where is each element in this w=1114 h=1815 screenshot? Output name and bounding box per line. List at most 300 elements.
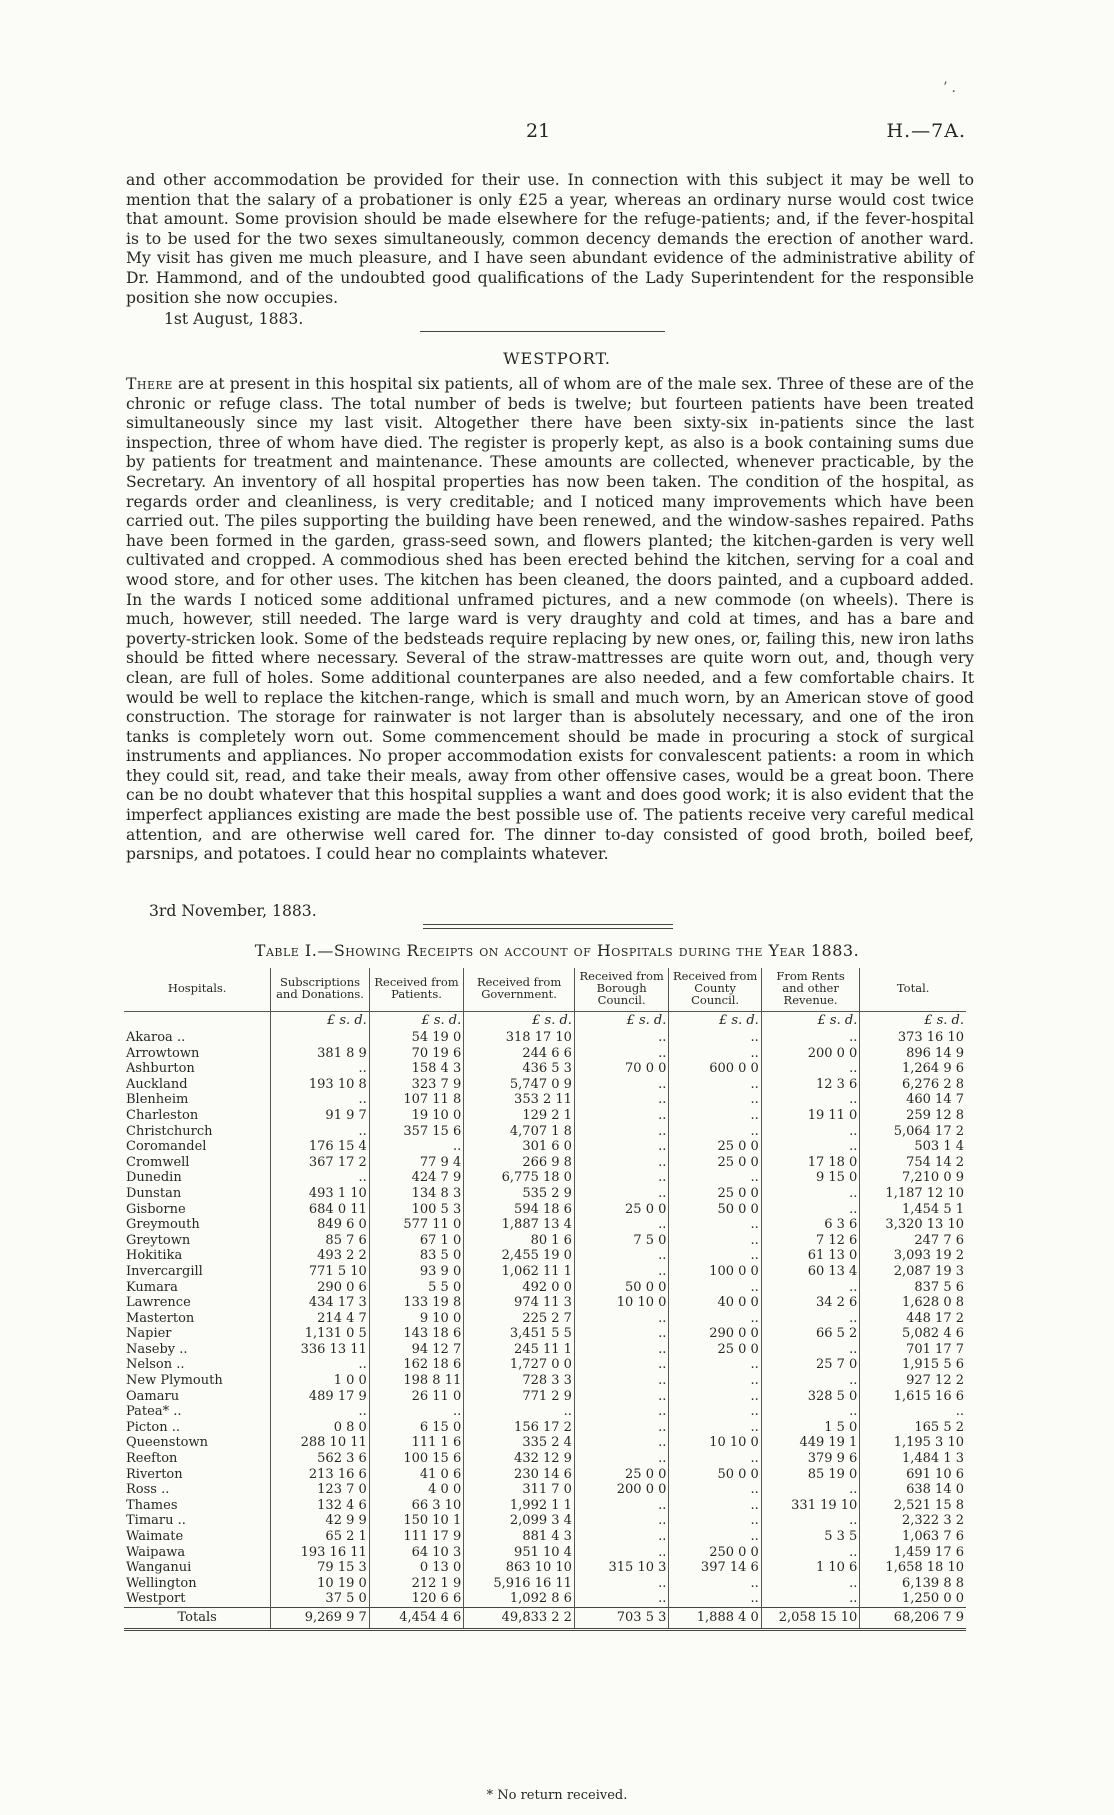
- amount-cell: 19 11 0: [761, 1108, 860, 1124]
- amount-cell: 198 8 11: [369, 1373, 463, 1389]
- col-borough: Received from Borough Council.: [574, 968, 668, 1012]
- amount-cell: 132 4 6: [271, 1498, 370, 1514]
- amount-cell: 1,454 5 1: [860, 1202, 966, 1218]
- amount-cell: 1,628 0 8: [860, 1295, 966, 1311]
- amount-cell: ..: [271, 1124, 370, 1140]
- intro-date: 1st August, 1883.: [164, 310, 304, 328]
- amount-cell: ..: [574, 1030, 668, 1046]
- hospital-name-cell: Auckland: [126, 1076, 188, 1092]
- units-cell: £ s. d.: [271, 1012, 370, 1031]
- amount-cell: 230 14 6: [464, 1467, 575, 1483]
- amount-cell: 331 19 10: [761, 1498, 860, 1514]
- amount-cell: 3,093 19 2: [860, 1248, 966, 1264]
- amount-cell: ..: [369, 1404, 463, 1420]
- amount-cell: ..: [761, 1373, 860, 1389]
- table-row: [124, 1482, 966, 1498]
- hospital-name-cell: Dunedin: [126, 1170, 182, 1186]
- amount-cell: 837 5 6: [860, 1280, 966, 1296]
- amount-cell: 535 2 9: [464, 1186, 575, 1202]
- table-row: [124, 1217, 966, 1233]
- amount-cell: 577 11 0: [369, 1217, 463, 1233]
- amount-cell: [271, 1030, 370, 1046]
- amount-cell: 7 5 0: [574, 1233, 668, 1249]
- hospital-name-cell: Lawrence: [126, 1295, 191, 1311]
- amount-cell: ..: [271, 1170, 370, 1186]
- amount-cell: 41 0 6: [369, 1467, 463, 1483]
- amount-cell: 225 2 7: [464, 1311, 575, 1327]
- amount-cell: 0 13 0: [369, 1560, 463, 1576]
- amount-cell: 638 14 0: [860, 1482, 966, 1498]
- amount-cell: 25 0 0: [669, 1139, 761, 1155]
- amount-cell: ..: [669, 1404, 761, 1420]
- units-row: [124, 1012, 966, 1031]
- table-row: [124, 1545, 966, 1561]
- amount-cell: 896 14 9: [860, 1046, 966, 1062]
- amount-cell: 311 7 0: [464, 1482, 575, 1498]
- hospital-name-cell: Thames: [126, 1497, 178, 1513]
- amount-cell: 335 2 4: [464, 1435, 575, 1451]
- amount-cell: 1,195 3 10: [860, 1435, 966, 1451]
- amount-cell: 1 10 6: [761, 1560, 860, 1576]
- amount-cell: ..: [464, 1404, 575, 1420]
- amount-cell: 432 12 9: [464, 1451, 575, 1467]
- amount-cell: 85 19 0: [761, 1467, 860, 1483]
- amount-cell: ..: [669, 1077, 761, 1093]
- table-row: [124, 1295, 966, 1311]
- amount-cell: 156 17 2: [464, 1420, 575, 1436]
- amount-cell: ..: [669, 1529, 761, 1545]
- amount-cell: 1,887 13 4: [464, 1217, 575, 1233]
- amount-cell: ..: [669, 1233, 761, 1249]
- amount-cell: ..: [574, 1404, 668, 1420]
- amount-cell: 64 10 3: [369, 1545, 463, 1561]
- table-row: [124, 1467, 966, 1483]
- hospital-name-cell: Picton ..: [126, 1419, 181, 1435]
- amount-cell: 288 10 11: [271, 1435, 370, 1451]
- amount-cell: 1,187 12 10: [860, 1186, 966, 1202]
- table-row: [124, 1342, 966, 1358]
- amount-cell: 50 0 0: [574, 1280, 668, 1296]
- amount-cell: 1,459 17 6: [860, 1545, 966, 1561]
- amount-cell: 974 11 3: [464, 1295, 575, 1311]
- page-number: 21: [526, 120, 551, 142]
- amount-cell: ..: [574, 1092, 668, 1108]
- amount-cell: ..: [669, 1170, 761, 1186]
- amount-cell: 193 16 11: [271, 1545, 370, 1561]
- amount-cell: 434 17 3: [271, 1295, 370, 1311]
- amount-cell: 60 13 4: [761, 1264, 860, 1280]
- amount-cell: 373 16 10: [860, 1030, 966, 1046]
- table-row: [124, 1373, 966, 1389]
- amount-cell: 26 11 0: [369, 1389, 463, 1405]
- amount-cell: ..: [761, 1061, 860, 1077]
- hospital-name-cell: Riverton: [126, 1466, 183, 1482]
- amount-cell: 123 7 0: [271, 1482, 370, 1498]
- amount-cell: 0 8 0: [271, 1420, 370, 1436]
- hospital-name-cell: Arrowtown: [126, 1045, 200, 1061]
- amount-cell: 250 0 0: [669, 1545, 761, 1561]
- amount-cell: 91 9 7: [271, 1108, 370, 1124]
- amount-cell: 25 0 0: [669, 1155, 761, 1171]
- corner-mark: ʼ .: [942, 80, 956, 96]
- amount-cell: 42 9 9: [271, 1513, 370, 1529]
- units-cell: £ s. d.: [464, 1012, 575, 1031]
- amount-cell: ..: [574, 1186, 668, 1202]
- table-row: [124, 1170, 966, 1186]
- table-row: [124, 1389, 966, 1405]
- table-row: [124, 1108, 966, 1124]
- units-cell: £ s. d.: [860, 1012, 966, 1031]
- hospital-name-cell: Naseby ..: [126, 1341, 188, 1357]
- amount-cell: ..: [761, 1202, 860, 1218]
- table-footnote: * No return received.: [486, 1788, 628, 1803]
- amount-cell: 301 6 0: [464, 1139, 575, 1155]
- amount-cell: 594 18 6: [464, 1202, 575, 1218]
- amount-cell: 247 7 6: [860, 1233, 966, 1249]
- amount-cell: 5,064 17 2: [860, 1124, 966, 1140]
- hospital-name-cell: Blenheim: [126, 1092, 189, 1108]
- amount-cell: 6,139 8 8: [860, 1576, 966, 1592]
- amount-cell: 40 0 0: [669, 1295, 761, 1311]
- hospital-name-cell: Charleston: [126, 1107, 199, 1123]
- hospital-name-cell: Waipawa: [126, 1544, 186, 1560]
- amount-cell: 701 17 7: [860, 1342, 966, 1358]
- amount-cell: 34 2 6: [761, 1295, 860, 1311]
- hospital-name-cell: Christchurch: [126, 1123, 213, 1139]
- hospital-name-cell: Masterton: [126, 1310, 195, 1326]
- amount-cell: 4 0 0: [369, 1482, 463, 1498]
- amount-cell: 4,707 1 8: [464, 1124, 575, 1140]
- amount-cell: 111 17 9: [369, 1529, 463, 1545]
- westport-date: 3rd November, 1883.: [149, 902, 317, 920]
- amount-cell: 10 19 0: [271, 1576, 370, 1592]
- hospital-name-cell: Greytown: [126, 1232, 191, 1248]
- amount-cell: 379 9 6: [761, 1451, 860, 1467]
- amount-cell: 10 10 0: [669, 1435, 761, 1451]
- amount-cell: ..: [574, 1435, 668, 1451]
- amount-cell: 1 5 0: [761, 1420, 860, 1436]
- units-cell: £ s. d.: [574, 1012, 668, 1031]
- amount-cell: 357 15 6: [369, 1124, 463, 1140]
- amount-cell: 684 0 11: [271, 1202, 370, 1218]
- amount-cell: 259 12 8: [860, 1108, 966, 1124]
- table-row: [124, 1092, 966, 1108]
- amount-cell: ..: [574, 1357, 668, 1373]
- amount-cell: 1,250 0 0: [860, 1591, 966, 1607]
- amount-cell: ..: [574, 1420, 668, 1436]
- amount-cell: 1,131 0 5: [271, 1326, 370, 1342]
- hospital-name-cell: Ross ..: [126, 1482, 170, 1498]
- amount-cell: 6,276 2 8: [860, 1077, 966, 1093]
- amount-cell: 50 0 0: [669, 1467, 761, 1483]
- amount-cell: 493 1 10: [271, 1186, 370, 1202]
- amount-cell: 133 19 8: [369, 1295, 463, 1311]
- total-amount-cell: 49,833 2 2: [464, 1607, 575, 1629]
- amount-cell: 2,455 19 0: [464, 1248, 575, 1264]
- amount-cell: 19 10 0: [369, 1108, 463, 1124]
- total-amount-cell: 2,058 15 10: [761, 1607, 860, 1629]
- page-reference: H.—7A.: [886, 120, 966, 142]
- amount-cell: ..: [761, 1591, 860, 1607]
- amount-cell: 771 2 9: [464, 1389, 575, 1405]
- total-amount-cell: 9,269 9 7: [271, 1607, 370, 1629]
- amount-cell: ..: [574, 1311, 668, 1327]
- hospital-name-cell: Kumara: [126, 1279, 178, 1295]
- table-row: [124, 1451, 966, 1467]
- amount-cell: ..: [669, 1108, 761, 1124]
- amount-cell: 5,916 16 11: [464, 1576, 575, 1592]
- amount-cell: ..: [574, 1124, 668, 1140]
- table-title: Table I.—Showing Receipts on account of Hospitals during the Year 1883.: [254, 941, 860, 960]
- total-amount-cell: 1,888 4 0: [669, 1607, 761, 1629]
- westport-heading: WESTPORT.: [503, 349, 611, 368]
- amount-cell: ..: [574, 1155, 668, 1171]
- hospital-name-cell: New Plymouth: [126, 1373, 223, 1389]
- amount-cell: 165 5 2: [860, 1420, 966, 1436]
- amount-cell: ..: [574, 1046, 668, 1062]
- amount-cell: 5 5 0: [369, 1280, 463, 1296]
- amount-cell: 212 1 9: [369, 1576, 463, 1592]
- hospital-name-cell: Patea* ..: [126, 1404, 182, 1420]
- hospital-name-cell: Dunstan: [126, 1185, 182, 1201]
- amount-cell: ..: [761, 1092, 860, 1108]
- amount-cell: 134 8 3: [369, 1186, 463, 1202]
- amount-cell: 83 5 0: [369, 1248, 463, 1264]
- hospital-name-cell: Gisborne: [126, 1201, 186, 1217]
- amount-cell: 600 0 0: [669, 1061, 761, 1077]
- amount-cell: 2,322 3 2: [860, 1513, 966, 1529]
- amount-cell: 193 10 8: [271, 1077, 370, 1093]
- amount-cell: 100 5 3: [369, 1202, 463, 1218]
- amount-cell: 1,727 0 0: [464, 1357, 575, 1373]
- amount-cell: 754 14 2: [860, 1155, 966, 1171]
- col-government: Received from Government.: [464, 968, 575, 1012]
- amount-cell: ..: [669, 1482, 761, 1498]
- amount-cell: 881 4 3: [464, 1529, 575, 1545]
- amount-cell: 2,087 19 3: [860, 1264, 966, 1280]
- hospital-name-cell: Greymouth: [126, 1217, 200, 1233]
- amount-cell: 3,320 13 10: [860, 1217, 966, 1233]
- amount-cell: 1,063 7 6: [860, 1529, 966, 1545]
- table-row: [124, 1186, 966, 1202]
- amount-cell: 70 0 0: [574, 1061, 668, 1077]
- amount-cell: 1,992 1 1: [464, 1498, 575, 1514]
- table-row: [124, 1513, 966, 1529]
- amount-cell: 397 14 6: [669, 1560, 761, 1576]
- amount-cell: 25 0 0: [574, 1202, 668, 1218]
- amount-cell: ..: [669, 1217, 761, 1233]
- hospital-name-cell: Coromandel: [126, 1139, 207, 1155]
- amount-cell: 328 5 0: [761, 1389, 860, 1405]
- amount-cell: 94 12 7: [369, 1342, 463, 1358]
- amount-cell: 771 5 10: [271, 1264, 370, 1280]
- amount-cell: ..: [761, 1404, 860, 1420]
- westport-lead-word: There: [126, 375, 173, 393]
- units-cell: £ s. d.: [669, 1012, 761, 1031]
- total-amount-cell: 703 5 3: [574, 1607, 668, 1629]
- amount-cell: ..: [860, 1404, 966, 1420]
- amount-cell: 111 1 6: [369, 1435, 463, 1451]
- amount-cell: 353 2 11: [464, 1092, 575, 1108]
- amount-cell: 7,210 0 9: [860, 1170, 966, 1186]
- table-row: [124, 1420, 966, 1436]
- amount-cell: 290 0 6: [271, 1280, 370, 1296]
- amount-cell: 25 0 0: [669, 1186, 761, 1202]
- hospital-name-cell: Timaru ..: [126, 1513, 186, 1529]
- amount-cell: 1,658 18 10: [860, 1560, 966, 1576]
- amount-cell: 25 0 0: [574, 1467, 668, 1483]
- amount-cell: ..: [669, 1248, 761, 1264]
- table-row: [124, 1155, 966, 1171]
- hospital-name-cell: Reefton: [126, 1451, 178, 1467]
- amount-cell: 85 7 6: [271, 1233, 370, 1249]
- amount-cell: 927 12 2: [860, 1373, 966, 1389]
- amount-cell: 12 3 6: [761, 1077, 860, 1093]
- amount-cell: 176 15 4: [271, 1139, 370, 1155]
- table-row: [124, 1404, 966, 1420]
- westport-body: are at present in this hospital six patients, all of whom are of the male sex. Three of these are of the chronic or refuge class. The total number of beds is twelve; but fourteen patients have been treated simultaneously since my last visit. Altogether there have been sixty-six in-patients since the last inspection, three of whom have died. The register is properly kept, as also is a book containing sums due by patients for treatment and maintenance. These amounts are collected, whenever practicable, by the Secretary. An inventory of all hospital properties has now been taken. The condition of the hospital, as regards order and cleanliness, is very creditable; and I noticed many improvements which have been carried out. The piles supporting the building have been renewed, and the window-sashes repaired. Paths have been formed in the garden, grass-seed sown, and flowers planted; the kitchen-garden is very well cultivated and cropped. A commodious shed has been erected behind the kitchen, serving for a coal and wood store, and for other uses. The kitchen has been cleaned, the doors painted, and a cupboard added. In the wards I noticed some additional unframed pictures, and a new commode (on wheels). There is much, however, still needed. The large ward is very draughty and cold at times, and has a bare and poverty-stricken look. Some of the bedsteads require replacing by new ones, or, failing this, new iron laths should be fitted where necessary. Several of the straw-mattresses are quite worn out, and, though very clean, are full of holes. Some additional counterpanes are also needed, and a few comfortable chairs. It would be well to replace the kitchen-range, which is small and much worn, by an American stove of good construction. The storage for rainwater is not larger than is absolutely necessary, and one of the iron tanks is completely worn out. Some commencement should be made in procuring a stock of surgical instruments and appliances. No proper accommodation exists for convalescent patients: a room in which they could sit, read, and take their meals, away from other offensive cases, would be a great boon. There can be no doubt whatever that this hospital supplies a want and does good work; it is also evident that the imperfect appliances existing are made the best possible use of. The patients receive very careful medical attention, and are otherwise well cared for. The dinner to-day consisted of good broth, boiled beef, parsnips, and potatoes. I could hear no complaints whatever.: [126, 375, 974, 864]
- amount-cell: 120 6 6: [369, 1591, 463, 1607]
- amount-cell: ..: [271, 1404, 370, 1420]
- totals-row: [124, 1607, 966, 1629]
- amount-cell: 1,264 9 6: [860, 1061, 966, 1077]
- amount-cell: 37 5 0: [271, 1591, 370, 1607]
- amount-cell: ..: [574, 1389, 668, 1405]
- amount-cell: ..: [669, 1357, 761, 1373]
- amount-cell: ..: [574, 1498, 668, 1514]
- table-row: [124, 1046, 966, 1062]
- col-subscriptions: Subscriptions and Donations.: [271, 968, 370, 1012]
- amount-cell: 244 6 6: [464, 1046, 575, 1062]
- hospital-name-cell: Hokitika: [126, 1248, 183, 1264]
- amount-cell: 245 11 1: [464, 1342, 575, 1358]
- amount-cell: 336 13 11: [271, 1342, 370, 1358]
- amount-cell: 6 3 6: [761, 1217, 860, 1233]
- table-row: [124, 1124, 966, 1140]
- amount-cell: 162 18 6: [369, 1357, 463, 1373]
- hospital-name-cell: Westport: [126, 1591, 186, 1607]
- total-amount-cell: 4,454 4 6: [369, 1607, 463, 1629]
- amount-cell: 424 7 9: [369, 1170, 463, 1186]
- receipts-table: [124, 968, 966, 1631]
- amount-cell: 2,521 15 8: [860, 1498, 966, 1514]
- amount-cell: 200 0 0: [761, 1046, 860, 1062]
- table-row: [124, 1529, 966, 1545]
- table-row: [124, 1061, 966, 1077]
- units-cell: £ s. d.: [369, 1012, 463, 1031]
- hospital-name-cell: Napier: [126, 1326, 172, 1342]
- amount-cell: ..: [574, 1529, 668, 1545]
- table-row: [124, 1591, 966, 1607]
- amount-cell: 1,062 11 1: [464, 1264, 575, 1280]
- amount-cell: ..: [574, 1513, 668, 1529]
- amount-cell: ..: [669, 1451, 761, 1467]
- hospital-name-cell: Cromwell: [126, 1154, 190, 1170]
- col-rents: From Rents and other Revenue.: [761, 968, 860, 1012]
- amount-cell: ..: [369, 1139, 463, 1155]
- amount-cell: 381 8 9: [271, 1046, 370, 1062]
- amount-cell: 728 3 3: [464, 1373, 575, 1389]
- amount-cell: ..: [574, 1217, 668, 1233]
- table-row: [124, 1498, 966, 1514]
- hospital-name-cell: Akaroa ..: [126, 1030, 186, 1045]
- table-row: [124, 1077, 966, 1093]
- amount-cell: 100 15 6: [369, 1451, 463, 1467]
- amount-cell: 5 3 5: [761, 1529, 860, 1545]
- amount-cell: 5,747 0 9: [464, 1077, 575, 1093]
- amount-cell: 489 17 9: [271, 1389, 370, 1405]
- amount-cell: ..: [669, 1420, 761, 1436]
- amount-cell: 1,915 5 6: [860, 1357, 966, 1373]
- section-divider: [420, 331, 665, 332]
- units-cell-blank: [124, 1012, 271, 1031]
- amount-cell: ..: [761, 1576, 860, 1592]
- amount-cell: 6 15 0: [369, 1420, 463, 1436]
- amount-cell: 367 17 2: [271, 1155, 370, 1171]
- amount-cell: 100 0 0: [669, 1264, 761, 1280]
- hospital-name-cell: Wellington: [126, 1575, 197, 1591]
- table-row: [124, 1357, 966, 1373]
- amount-cell: 1 0 0: [271, 1373, 370, 1389]
- amount-cell: ..: [574, 1248, 668, 1264]
- amount-cell: 1,092 8 6: [464, 1591, 575, 1607]
- table-row: [124, 1311, 966, 1327]
- amount-cell: ..: [761, 1342, 860, 1358]
- amount-cell: 25 7 0: [761, 1357, 860, 1373]
- amount-cell: 61 13 0: [761, 1248, 860, 1264]
- amount-cell: 562 3 6: [271, 1451, 370, 1467]
- amount-cell: 80 1 6: [464, 1233, 575, 1249]
- amount-cell: ..: [761, 1311, 860, 1327]
- amount-cell: 503 1 4: [860, 1139, 966, 1155]
- amount-cell: 849 6 0: [271, 1217, 370, 1233]
- table-divider-top: [423, 924, 673, 925]
- table-row: [124, 1202, 966, 1218]
- amount-cell: ..: [761, 1139, 860, 1155]
- hospital-name-cell: Oamaru: [126, 1388, 180, 1404]
- col-patients: Received from Patients.: [369, 968, 463, 1012]
- amount-cell: 158 4 3: [369, 1061, 463, 1077]
- amount-cell: 213 16 6: [271, 1467, 370, 1483]
- amount-cell: 951 10 4: [464, 1545, 575, 1561]
- amount-cell: 460 14 7: [860, 1092, 966, 1108]
- amount-cell: ..: [669, 1498, 761, 1514]
- amount-cell: ..: [574, 1451, 668, 1467]
- amount-cell: 77 9 4: [369, 1155, 463, 1171]
- amount-cell: 9 15 0: [761, 1170, 860, 1186]
- amount-cell: ..: [271, 1061, 370, 1077]
- amount-cell: ..: [574, 1326, 668, 1342]
- amount-cell: 5,082 4 6: [860, 1326, 966, 1342]
- amount-cell: ..: [669, 1046, 761, 1062]
- amount-cell: ..: [669, 1280, 761, 1296]
- hospital-name-cell: Nelson ..: [126, 1357, 185, 1373]
- amount-cell: 70 19 6: [369, 1046, 463, 1062]
- amount-cell: 315 10 3: [574, 1560, 668, 1576]
- amount-cell: ..: [574, 1591, 668, 1607]
- amount-cell: ..: [574, 1264, 668, 1280]
- amount-cell: ..: [669, 1513, 761, 1529]
- table-header-row: [124, 968, 966, 1012]
- amount-cell: 25 0 0: [669, 1342, 761, 1358]
- amount-cell: 7 12 6: [761, 1233, 860, 1249]
- table-row: [124, 1435, 966, 1451]
- amount-cell: 54 19 0: [369, 1030, 463, 1046]
- amount-cell: 66 3 10: [369, 1498, 463, 1514]
- hospital-name-cell: Invercargill: [126, 1263, 203, 1279]
- amount-cell: 1,615 16 6: [860, 1389, 966, 1405]
- table-row: [124, 1233, 966, 1249]
